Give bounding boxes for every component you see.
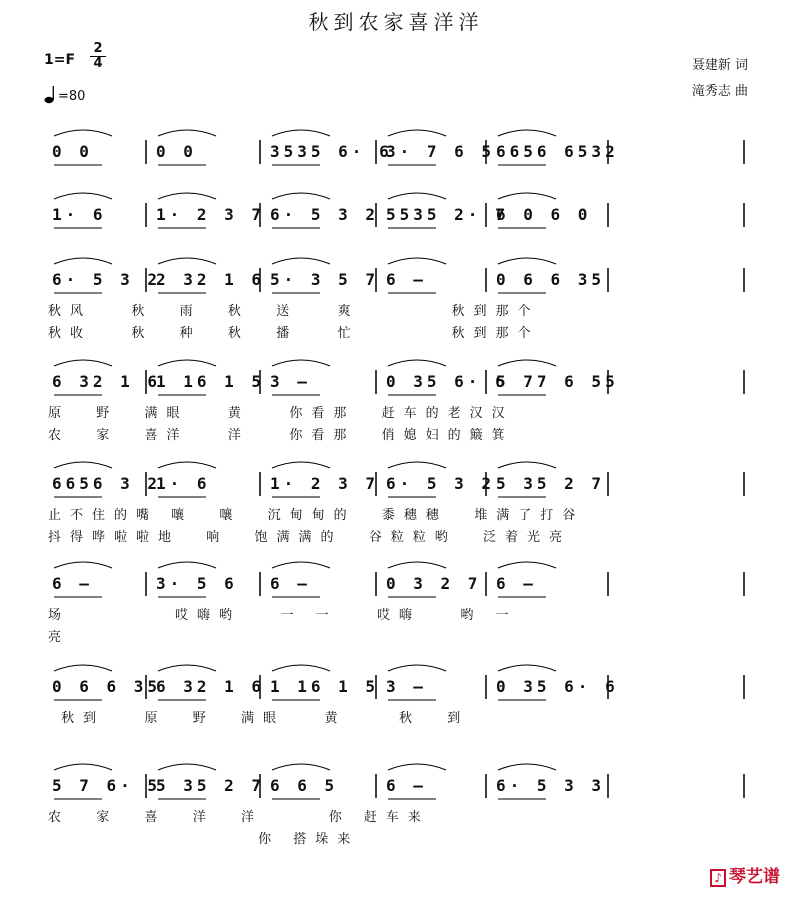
- slur: [498, 258, 556, 264]
- slur: [498, 665, 556, 671]
- staff-line: [42, 270, 754, 341]
- lyric-line: 秋到 原 野 满眼 黄 秋 到: [48, 711, 470, 726]
- measure-notes: 0 6 6 35: [496, 270, 606, 289]
- measure-notes: 6 –: [52, 574, 93, 593]
- slur: [158, 562, 216, 568]
- slur: [388, 360, 446, 366]
- logo-icon: ♪: [710, 869, 726, 887]
- slur: [498, 193, 556, 199]
- slur: [272, 193, 330, 199]
- measure-notes: 6 32 1 6: [156, 677, 266, 696]
- slur: [158, 258, 216, 264]
- time-signature-top: 2: [93, 41, 103, 56]
- measure-notes: 5 35 2 7: [496, 474, 606, 493]
- slur: [388, 562, 446, 568]
- measure-notes: 1· 2 3 7: [156, 205, 266, 224]
- measure-notes: 6 –: [386, 776, 427, 795]
- lyric-line: 场 哎嗨哟 一 一 哎嗨 哟 一: [48, 608, 518, 623]
- measure-notes: 3535 6· 6: [270, 142, 393, 161]
- measure-notes: 5 7 6· 5: [52, 776, 162, 795]
- measure-notes: 5535 2· 7: [386, 205, 509, 224]
- measure-notes: 0 0: [52, 142, 93, 161]
- measure-notes: 2 32 1 6: [156, 270, 266, 289]
- measure-notes: 3 –: [270, 372, 311, 391]
- slur: [272, 130, 330, 136]
- measure-notes: 6656 3 2: [52, 474, 162, 493]
- lyric-line: 农 家 喜 洋 洋 你 赶车来: [48, 810, 430, 825]
- measure-notes: 5 77 6 55: [496, 372, 619, 391]
- slur: [158, 360, 216, 366]
- measure-notes: 1 16 1 5: [270, 677, 380, 696]
- measure-notes: 3· 7 6 5: [386, 142, 496, 161]
- song-title: 秋到农家喜洋洋: [308, 10, 484, 34]
- slur: [54, 562, 112, 568]
- slur: [388, 462, 446, 468]
- measure-notes: 6 6 5: [270, 776, 339, 795]
- measure-notes: 6656 6532: [496, 142, 619, 161]
- staff-line: [42, 142, 754, 162]
- slur: [272, 562, 330, 568]
- slur: [54, 665, 112, 671]
- measure-notes: 6 –: [270, 574, 311, 593]
- staff-line: [42, 776, 754, 847]
- measure-notes: 6 0 6 0: [496, 205, 592, 224]
- slur: [54, 462, 112, 468]
- staff-line: [42, 677, 754, 726]
- slur: [498, 360, 556, 366]
- staff-line: [42, 474, 754, 545]
- slur: [498, 562, 556, 568]
- measure-notes: 6 –: [386, 270, 427, 289]
- tempo-marking: [44, 86, 85, 104]
- quarter-note-icon: [44, 86, 58, 104]
- staff-line: [42, 574, 754, 645]
- key-signature: 1=F: [44, 52, 76, 68]
- measure-notes: 6· 5 3 3: [496, 776, 606, 795]
- slur: [388, 764, 446, 770]
- measure-notes: 0 35 6· 6: [496, 677, 619, 696]
- slur: [158, 193, 216, 199]
- lyricist-credit: 聂建新 词: [691, 58, 748, 73]
- measure-notes: 0 6 6 35: [52, 677, 162, 696]
- tempo-value: =80: [58, 89, 86, 104]
- slur: [54, 258, 112, 264]
- measure-notes: 6 32 1 6: [52, 372, 162, 391]
- lyric-line: 亮: [48, 630, 71, 645]
- measure-notes: 3 –: [386, 677, 427, 696]
- slur: [498, 130, 556, 136]
- measure-notes: 6 –: [496, 574, 537, 593]
- slur: [388, 130, 446, 136]
- slur: [54, 130, 112, 136]
- measure-notes: 0 0: [156, 142, 197, 161]
- slur: [272, 360, 330, 366]
- measure-notes: 3· 5 6: [156, 574, 238, 593]
- lyric-line: 农 家 喜洋 洋 你看那 俏媳妇的簸箕: [48, 428, 514, 443]
- measure-notes: 0 3 2 7: [386, 574, 482, 593]
- measure-notes: 0 35 6· 6: [386, 372, 509, 391]
- slur: [272, 764, 330, 770]
- slur: [498, 764, 556, 770]
- measure-notes: 5· 3 5 7: [270, 270, 380, 289]
- slur: [54, 193, 112, 199]
- measure-notes: 1· 6: [156, 474, 211, 493]
- lyric-line: 抖得哗啦啦地 响 饱满满的 谷粒粒哟 泛着光亮: [48, 530, 572, 545]
- slur: [272, 462, 330, 468]
- time-signature: [90, 42, 106, 71]
- lyric-line: 秋收 秋 种 秋 播 忙 秋到那个: [48, 326, 540, 341]
- lyric-line: 原 野 满眼 黄 你看那 赶车的老汉汉: [48, 406, 514, 421]
- time-signature-bottom: 4: [90, 56, 106, 71]
- measure-notes: 1· 6: [52, 205, 107, 224]
- measure-notes: 5 35 2 7: [156, 776, 266, 795]
- slur: [158, 764, 216, 770]
- lyric-line: 秋风 秋 雨 秋 送 爽 秋到那个: [48, 304, 540, 319]
- slur: [498, 462, 556, 468]
- slur: [158, 665, 216, 671]
- site-logo: [710, 862, 780, 887]
- slur: [158, 462, 216, 468]
- measure-notes: 1 16 1 5: [156, 372, 266, 391]
- slur: [158, 130, 216, 136]
- lyric-line: 止不住的嘴 嚷 嚷 沉甸甸的 黍穗穗 堆满了打谷: [48, 508, 585, 523]
- slur: [54, 764, 112, 770]
- slur: [388, 193, 446, 199]
- slur: [388, 665, 446, 671]
- measure-notes: 6· 5 3 2: [386, 474, 496, 493]
- logo-text: 琴艺谱: [729, 867, 780, 887]
- measure-notes: 6· 5 3 2: [270, 205, 380, 224]
- composer-credit: 滝秀志 曲: [691, 84, 748, 99]
- slur: [272, 665, 330, 671]
- slur: [272, 258, 330, 264]
- lyric-line: 你 搭垛来: [48, 832, 360, 847]
- slur: [388, 258, 446, 264]
- staff-line: [42, 205, 754, 225]
- slur: [54, 360, 112, 366]
- staff-line: [42, 372, 754, 443]
- measure-notes: 6· 5 3 2: [52, 270, 162, 289]
- measure-notes: 1· 2 3 7: [270, 474, 380, 493]
